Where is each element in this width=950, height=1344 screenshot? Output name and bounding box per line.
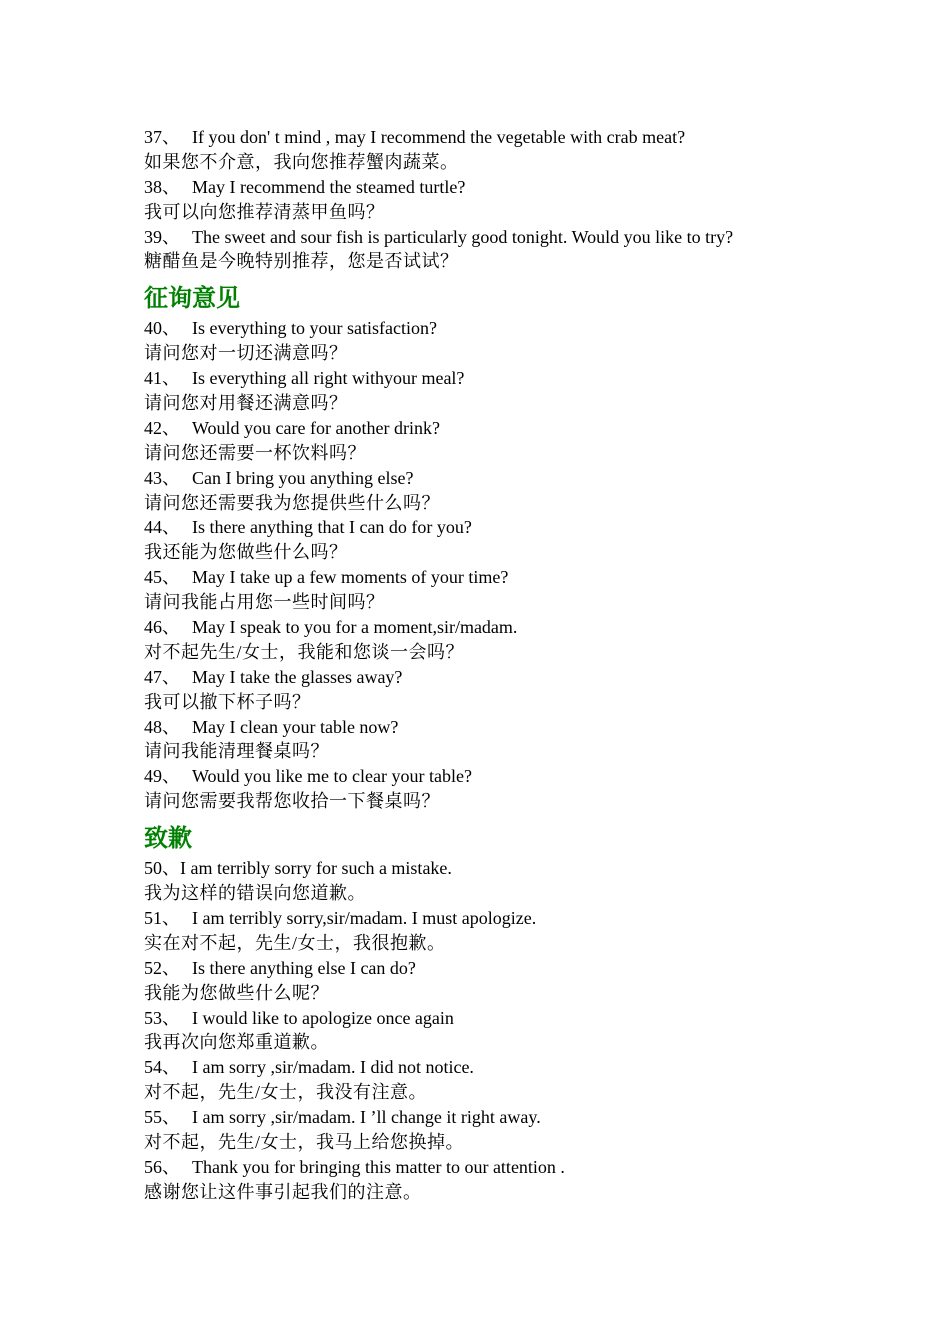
item-number: 38、 bbox=[144, 176, 180, 197]
item-number: 41、 bbox=[144, 368, 180, 389]
english-text: I am terribly sorry for such a mistake. bbox=[180, 858, 452, 879]
phrase-en bbox=[144, 615, 844, 640]
phrase-en bbox=[144, 1105, 844, 1130]
item-number: 53、 bbox=[144, 1007, 180, 1028]
phrase-en bbox=[144, 1006, 844, 1031]
english-text: Is everything all right withyour meal? bbox=[192, 368, 465, 389]
phrase-zh: 请问您还需要一杯饮料吗？ bbox=[144, 442, 366, 463]
item-number: 37、 bbox=[144, 127, 180, 147]
phrase-zh: 请问您还需要我为您提供些什么吗？ bbox=[144, 492, 440, 513]
phrase-en bbox=[144, 366, 844, 391]
english-text: I am sorry ,sir/madam. I did not notice. bbox=[192, 1057, 474, 1078]
phrase-zh: 我可以向您推荐清蒸甲鱼吗？ bbox=[144, 201, 385, 222]
english-text: Thank you for bringing this matter to our attention . bbox=[192, 1156, 565, 1177]
item-number: 42、 bbox=[144, 417, 180, 438]
item-number: 43、 bbox=[144, 467, 180, 488]
phrase-zh: 实在对不起，先生/女士，我很抱歉。 bbox=[144, 932, 446, 953]
phrase-zh: 请问我能占用您一些时间吗？ bbox=[144, 592, 385, 613]
item-number: 46、 bbox=[144, 617, 180, 638]
phrase-en bbox=[144, 1055, 844, 1080]
english-text: I am sorry ,sir/madam. I ’ll change it right away. bbox=[192, 1107, 541, 1128]
phrase-zh: 请问您需要我帮您收拾一下餐桌吗？ bbox=[144, 791, 440, 812]
item-number: 44、 bbox=[144, 517, 180, 538]
section-apologies bbox=[144, 820, 844, 1204]
phrase-zh: 请问您对用餐还满意吗？ bbox=[144, 393, 348, 414]
section-heading: 致歉 bbox=[144, 824, 192, 853]
item-number: 55、 bbox=[144, 1107, 180, 1128]
phrase-en bbox=[144, 764, 844, 789]
phrase-en bbox=[144, 125, 844, 150]
phrase-en bbox=[144, 856, 844, 881]
phrase-zh: 我能为您做些什么呢？ bbox=[144, 982, 329, 1003]
english-text: May I take the glasses away? bbox=[192, 666, 403, 687]
english-text: I am terribly sorry,sir/madam. I must apologize. bbox=[192, 907, 537, 928]
english-text: Is everything to your satisfaction? bbox=[192, 318, 437, 339]
phrase-zh: 我再次向您郑重道歉。 bbox=[144, 1032, 329, 1053]
english-text: Can I bring you anything else? bbox=[192, 467, 414, 488]
english-text: May I take up a few moments of your time? bbox=[192, 567, 509, 588]
item-number: 56、 bbox=[144, 1156, 180, 1177]
item-number: 47、 bbox=[144, 666, 180, 687]
phrase-en bbox=[144, 225, 844, 250]
english-text: Is there anything else I can do? bbox=[192, 957, 416, 978]
phrase-zh: 对不起，先生/女士，我马上给您换掉。 bbox=[144, 1131, 464, 1152]
phrase-en bbox=[144, 416, 844, 441]
phrase-zh: 请问我能清理餐桌吗？ bbox=[144, 741, 329, 762]
phrase-zh: 对不起先生/女士，我能和您谈一会吗？ bbox=[144, 641, 464, 662]
item-number: 54、 bbox=[144, 1057, 180, 1078]
item-number: 49、 bbox=[144, 766, 180, 787]
section-asking-opinions bbox=[144, 280, 844, 814]
phrase-en bbox=[144, 565, 844, 590]
phrase-zh: 我为这样的错误向您道歉。 bbox=[144, 883, 366, 904]
phrase-zh: 如果您不介意，我向您推荐蟹肉蔬菜。 bbox=[144, 151, 459, 172]
phrase-en bbox=[144, 906, 844, 931]
item-number: 45、 bbox=[144, 567, 180, 588]
phrase-zh: 我可以撤下杯子吗？ bbox=[144, 691, 311, 712]
phrase-zh: 糖醋鱼是今晚特别推荐，您是否试试？ bbox=[144, 251, 459, 272]
phrase-en bbox=[144, 665, 844, 690]
english-text: May I clean your table now? bbox=[192, 716, 399, 737]
english-text: Would you care for another drink? bbox=[192, 417, 440, 438]
phrase-en bbox=[144, 466, 844, 491]
phrase-zh: 我还能为您做些什么吗？ bbox=[144, 542, 348, 563]
phrase-zh: 感谢您让这件事引起我们的注意。 bbox=[144, 1181, 422, 1202]
item-number: 48、 bbox=[144, 716, 180, 737]
section-recommendations bbox=[144, 125, 844, 274]
phrase-zh: 对不起，先生/女士，我没有注意。 bbox=[144, 1082, 427, 1103]
english-text: May I recommend the steamed turtle? bbox=[192, 176, 466, 197]
english-text: If you don' t mind , may I recommend the vegetable with crab meat? bbox=[192, 127, 686, 147]
english-text: I would like to apologize once again bbox=[192, 1007, 454, 1028]
document-page bbox=[144, 125, 844, 1205]
phrase-en bbox=[144, 515, 844, 540]
phrase-en bbox=[144, 956, 844, 981]
item-number: 40、 bbox=[144, 318, 180, 339]
english-text: The sweet and sour fish is particularly good tonight. Would you like to try? bbox=[192, 226, 734, 247]
section-heading: 征询意见 bbox=[144, 284, 240, 313]
item-number: 52、 bbox=[144, 957, 180, 978]
item-number: 51、 bbox=[144, 907, 180, 928]
english-text: May I speak to you for a moment,sir/madam. bbox=[192, 617, 518, 638]
item-number: 50、 bbox=[144, 858, 180, 879]
english-text: Is there anything that I can do for you? bbox=[192, 517, 472, 538]
english-text: Would you like me to clear your table? bbox=[192, 766, 472, 787]
phrase-en bbox=[144, 1155, 844, 1180]
phrase-zh: 请问您对一切还满意吗？ bbox=[144, 343, 348, 364]
phrase-en bbox=[144, 715, 844, 740]
phrase-en bbox=[144, 175, 844, 200]
item-number: 39、 bbox=[144, 226, 180, 247]
phrase-en bbox=[144, 316, 844, 341]
